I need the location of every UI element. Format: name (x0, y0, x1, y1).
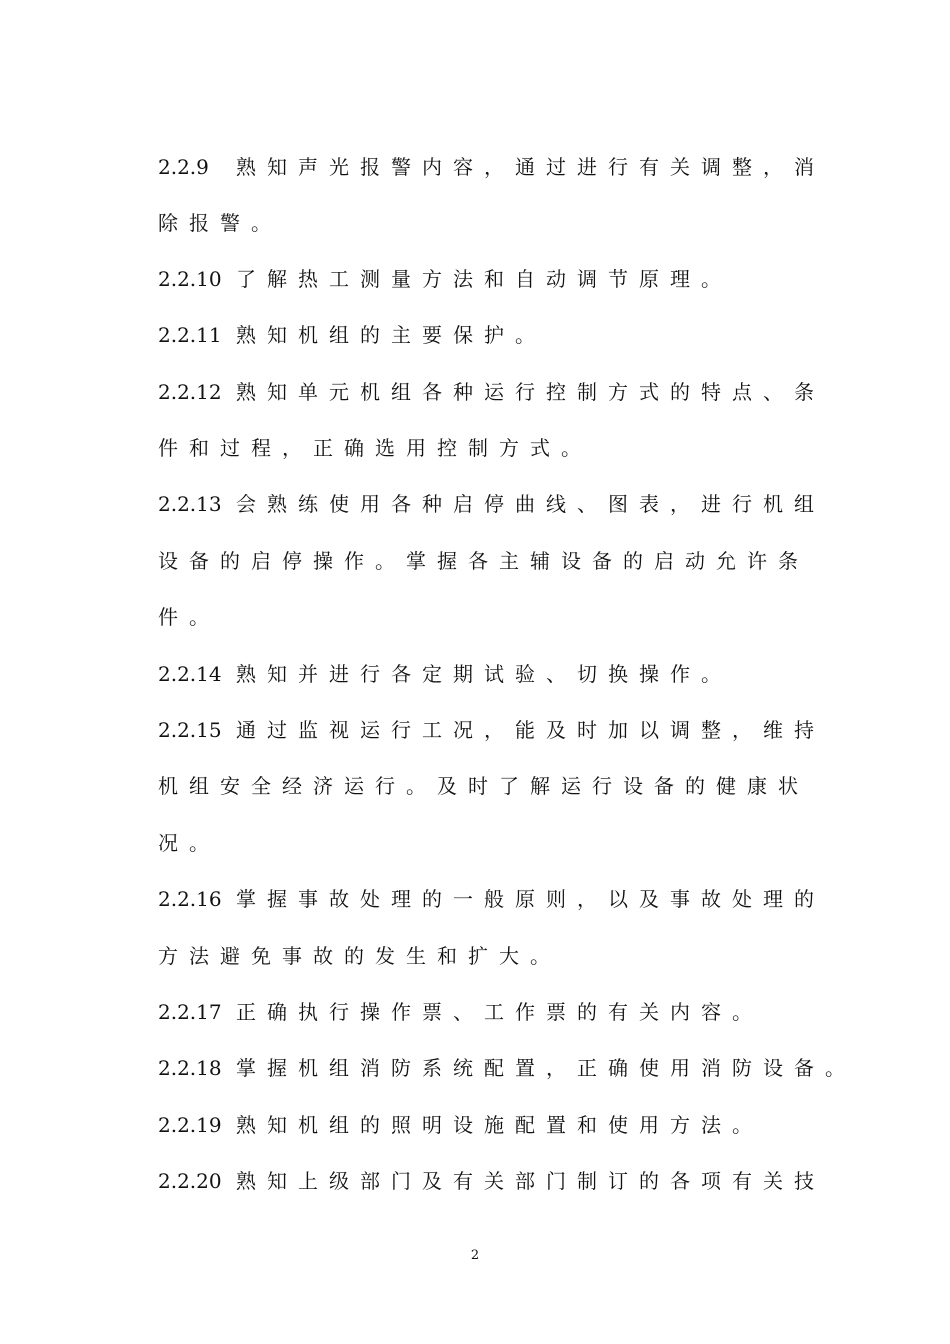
text-line (158, 940, 561, 972)
clause-text: 机组安全经济运行。及时了解运行设备的健康状 (158, 774, 809, 798)
clause-text: 熟知机组的主要保护。 (236, 323, 546, 347)
clause-number: 2.2.11 (158, 323, 222, 347)
text-line (158, 601, 220, 633)
text-line (158, 263, 732, 295)
clause-number: 2.2.9 (158, 155, 209, 179)
text-line (158, 545, 809, 577)
clause-text: 会熟练使用各种启停曲线、图表，进行机组 (236, 492, 825, 516)
text-line (158, 1109, 763, 1141)
text-line (158, 714, 825, 746)
text-line (158, 1165, 825, 1197)
clause-text: 了解热工测量方法和自动调节原理。 (236, 267, 732, 291)
clause-text: 方法避免事故的发生和扩大。 (158, 944, 561, 968)
clause-text: 掌握事故处理的一般原则，以及事故处理的 (236, 887, 825, 911)
clause-text: 除报警。 (158, 211, 282, 235)
clause-text: 掌握机组消防系统配置，正确使用消防设备。 (236, 1056, 856, 1080)
clause-number: 2.2.10 (158, 267, 222, 291)
clause-number: 2.2.19 (158, 1113, 222, 1137)
text-line (158, 207, 282, 239)
clause-number: 2.2.15 (158, 718, 222, 742)
clause-text: 件和过程，正确选用控制方式。 (158, 436, 592, 460)
clause-number: 2.2.16 (158, 887, 222, 911)
clause-text: 设备的启停操作。掌握各主辅设备的启动允许条 (158, 549, 809, 573)
text-line (158, 770, 809, 802)
clause-number: 2.2.17 (158, 1000, 222, 1024)
clause-text: 况。 (158, 831, 220, 855)
clause-text: 熟知机组的照明设施配置和使用方法。 (236, 1113, 763, 1137)
clause-number: 2.2.13 (158, 492, 222, 516)
clause-text: 通过监视运行工况，能及时加以调整，维持 (236, 718, 825, 742)
clause-text: 正确执行操作票、工作票的有关内容。 (236, 1000, 763, 1024)
clause-number: 2.2.12 (158, 380, 222, 404)
text-line (158, 488, 825, 520)
clause-number: 2.2.20 (158, 1169, 222, 1193)
clause-text: 熟知上级部门及有关部门制订的各项有关技 (236, 1169, 825, 1193)
text-line (158, 883, 825, 915)
clause-text: 件。 (158, 605, 220, 629)
clause-text: 熟知单元机组各种运行控制方式的特点、条 (236, 380, 825, 404)
page-number: 2 (470, 1248, 480, 1263)
text-line (158, 432, 592, 464)
clause-number: 2.2.14 (158, 662, 222, 686)
text-line (158, 827, 220, 859)
clause-number: 2.2.18 (158, 1056, 222, 1080)
text-line (158, 319, 546, 351)
clause-text: 熟知并进行各定期试验、切换操作。 (236, 662, 732, 686)
text-line (158, 376, 825, 408)
text-line (158, 996, 763, 1028)
text-line (158, 658, 732, 690)
text-line (158, 1052, 856, 1084)
text-line (158, 151, 825, 183)
clause-text: 熟知声光报警内容，通过进行有关调整，消 (236, 155, 825, 179)
